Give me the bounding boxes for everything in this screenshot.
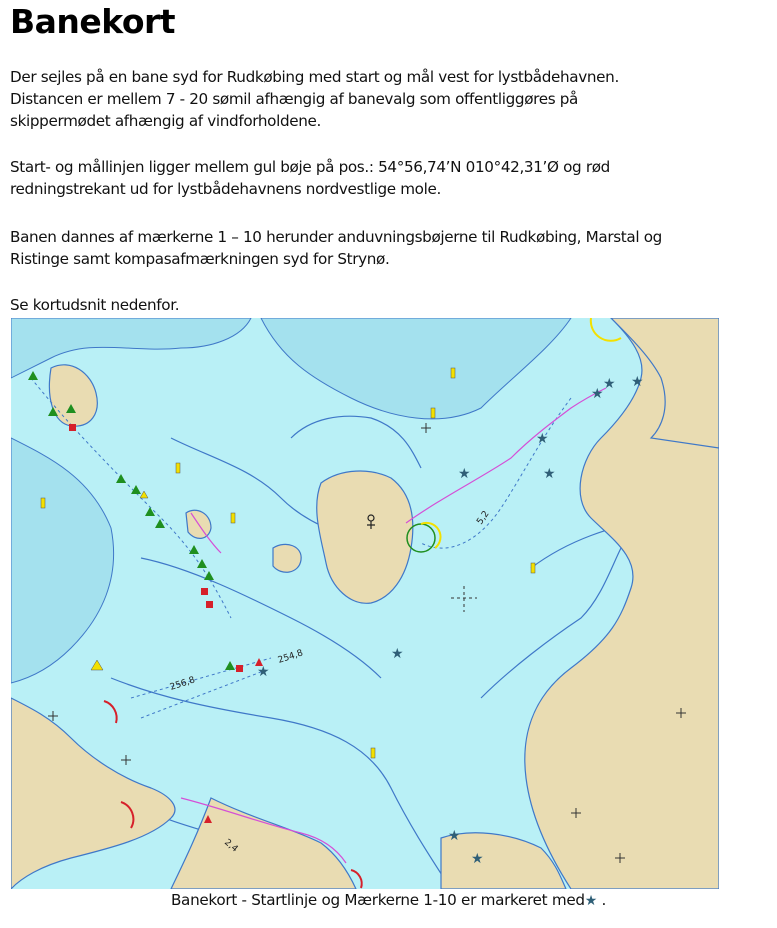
course-mark-star: ★ <box>591 386 604 402</box>
sounding-label: 5,2 <box>475 509 492 527</box>
chart-caption <box>0 891 777 909</box>
intro-line-3: skippermødet afhængig af vindforholdene. <box>10 112 322 130</box>
course-mark-star: ★ <box>471 851 484 867</box>
caption-end: . <box>597 891 607 909</box>
caption-star-icon: ★ <box>584 893 597 909</box>
course-mark-star: ★ <box>603 376 616 392</box>
sounding-label: 256,8 <box>168 675 197 693</box>
sounding-label: 2,4 <box>222 837 240 855</box>
course-text-2: Ristinge samt kompasafmærkningen syd for Strynø. <box>10 250 390 268</box>
start-line-text-1: Start- og mållinjen ligger mellem gul bøje på pos.: 54°56,74’N 010°42,31’Ø og rød <box>10 158 610 176</box>
page-title: Banekort <box>10 2 176 41</box>
course-mark-star: ★ <box>536 431 549 447</box>
caption-text: Banekort - Startlinje og Mærkerne 1-10 er markeret med <box>170 891 585 909</box>
intro-line-2: Distancen er mellem 7 - 20 sømil afhængig af banevalg som offentliggøres på <box>10 90 579 108</box>
course-text-1: Banen dannes af mærkerne 1 – 10 herunder anduvningsbøjerne til Rudkøbing, Marstal og <box>10 228 662 246</box>
course-mark-star: ★ <box>631 374 644 390</box>
course-mark-star: ★ <box>458 466 471 482</box>
course-mark-star: ★ <box>448 828 461 844</box>
see-chart-text: Se kortudsnit nedenfor. <box>10 296 180 314</box>
sounding-label: 254,8 <box>276 648 305 666</box>
course-mark-star: ★ <box>543 466 556 482</box>
course-mark-star: ★ <box>257 664 270 680</box>
start-line-text-2: redningstrekant ud for lystbådehavnens nordvestlige mole. <box>10 180 441 198</box>
course-mark-star: ★ <box>391 646 404 662</box>
nautical-chart <box>11 318 719 889</box>
intro-line-1: Der sejles på en bane syd for Rudkøbing med start og mål vest for lystbådehavnen. <box>10 68 619 86</box>
